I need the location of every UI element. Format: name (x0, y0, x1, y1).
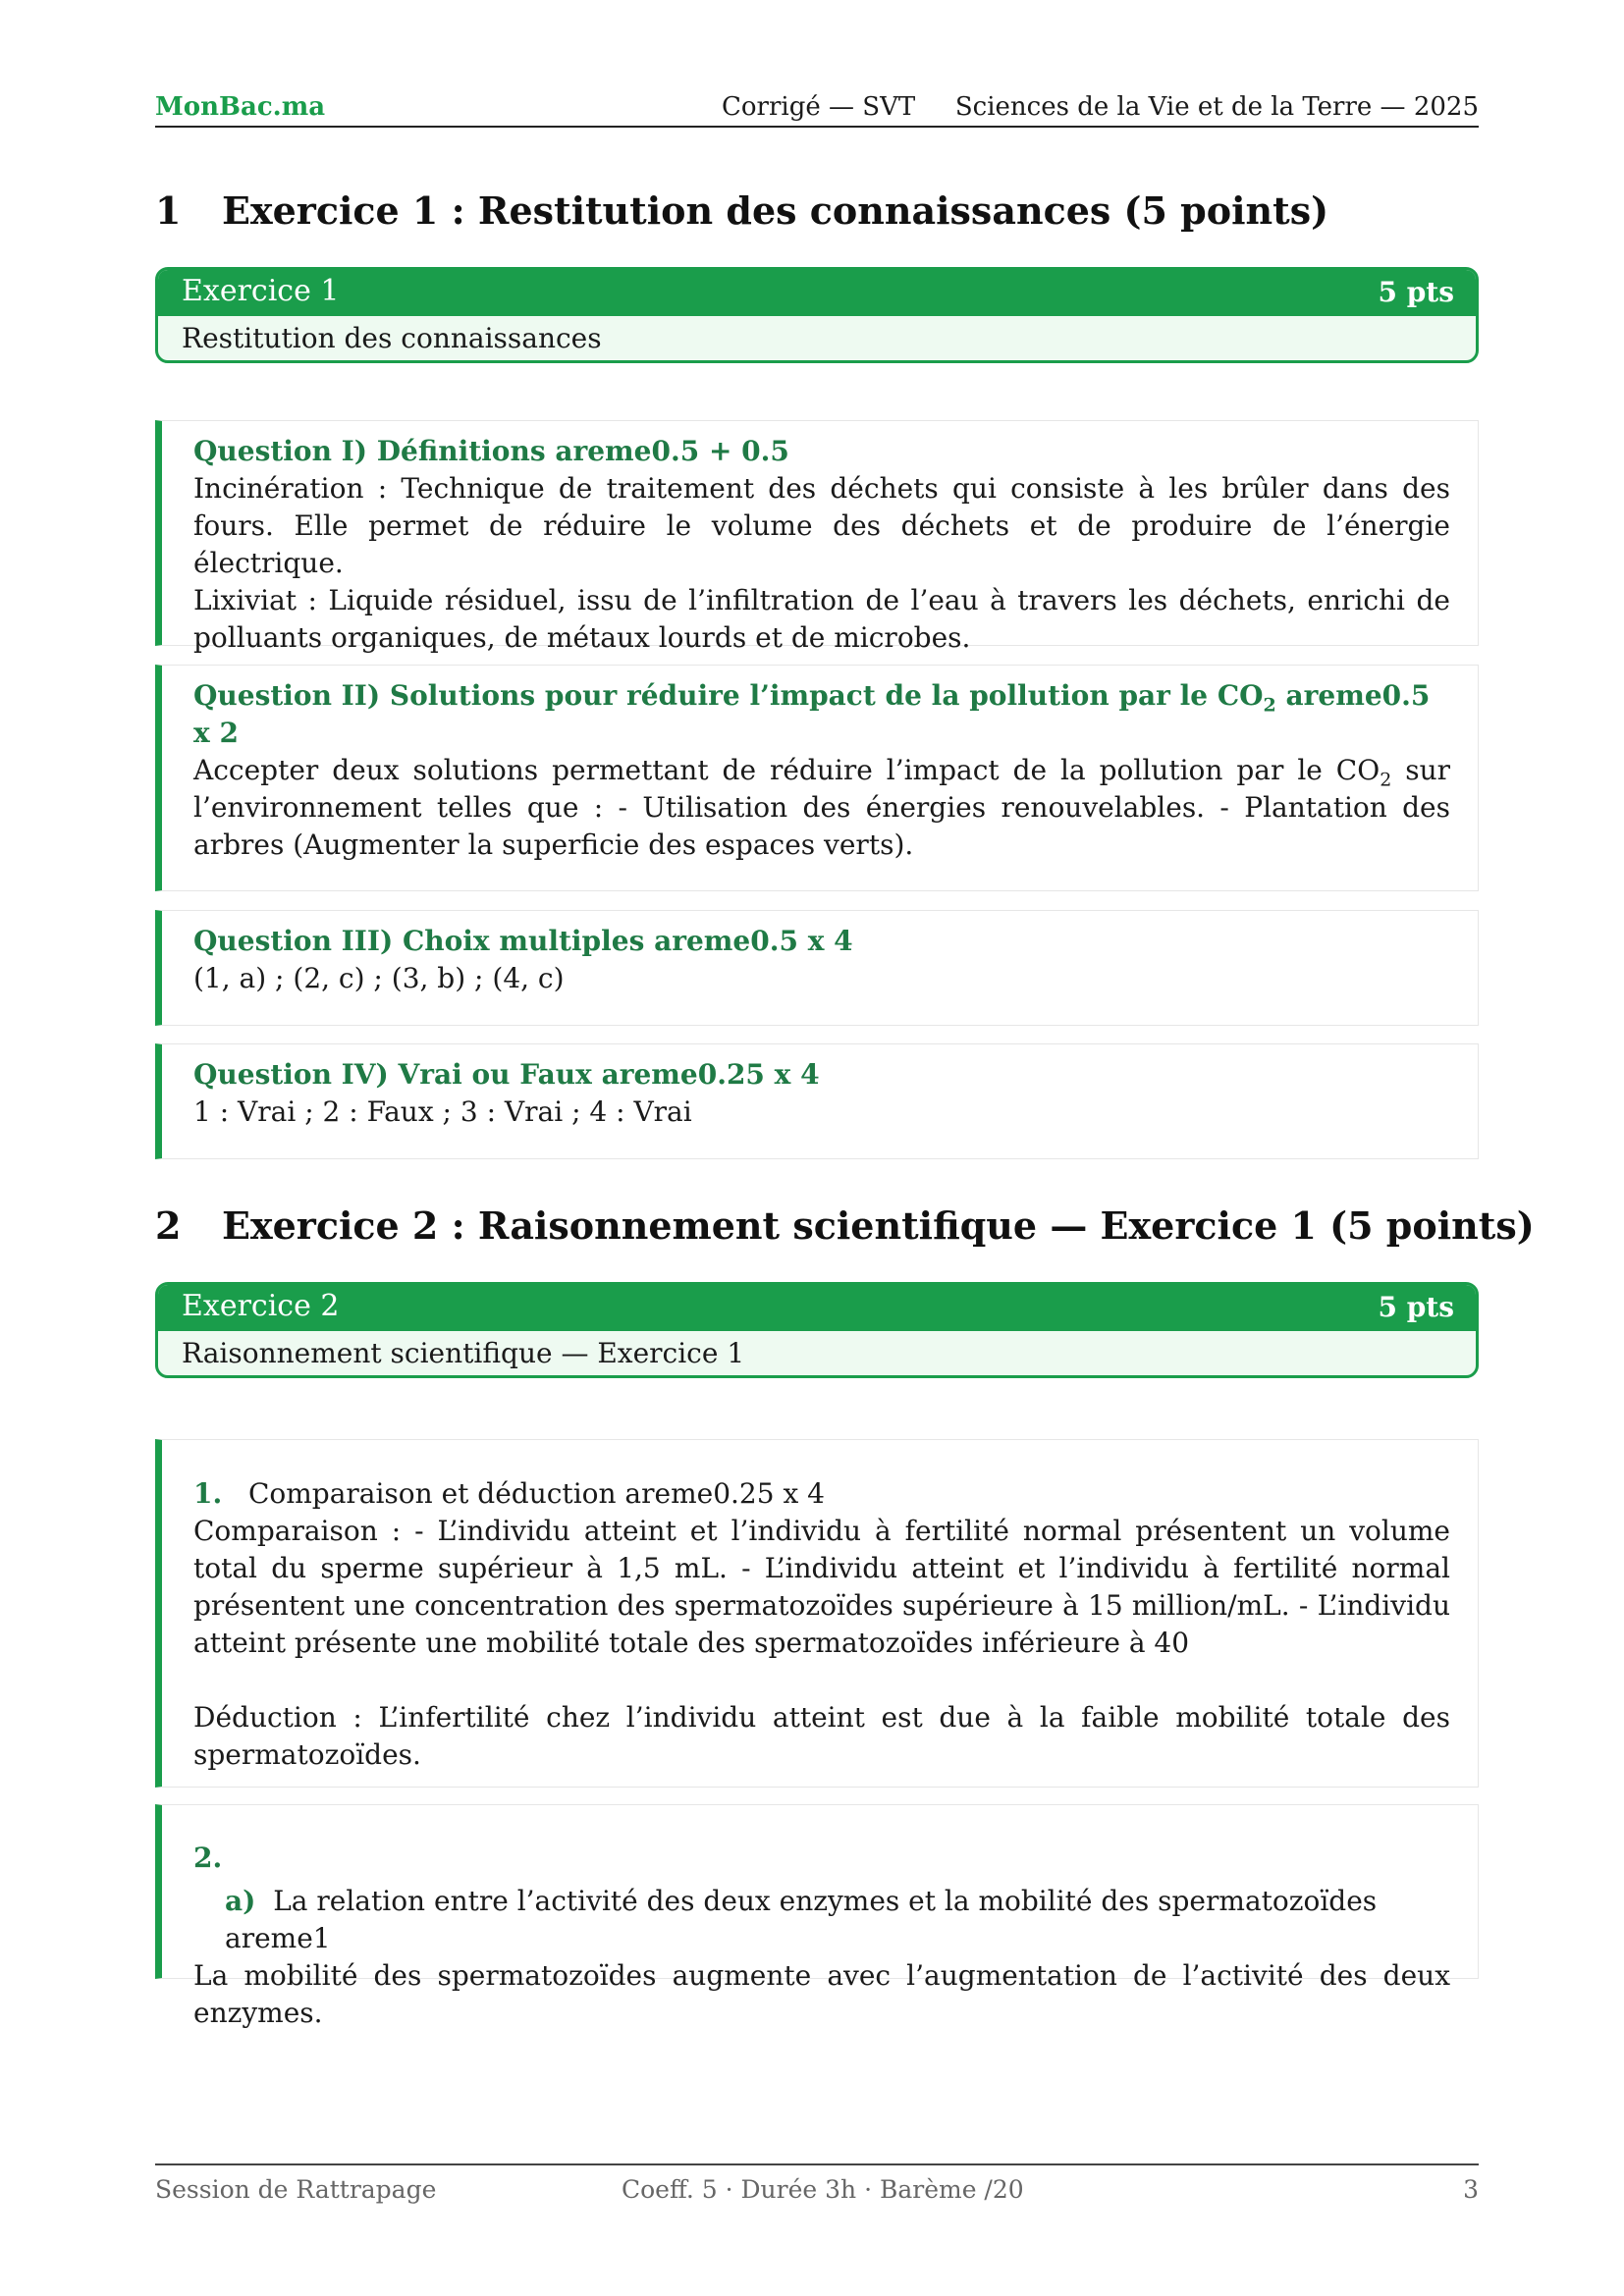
header-title: Sciences de la Vie et de la Terre — 2025 (954, 92, 1479, 122)
question-title (193, 677, 1450, 752)
exercise-box-header (158, 1285, 1476, 1331)
exercise-box-header (158, 270, 1476, 316)
question-number: 2. (193, 1842, 223, 1874)
section-number: 2 (155, 1203, 182, 1248)
question-title-part: Question II) Solutions pour réduire l’impact de la pollution par le CO (193, 679, 1264, 712)
question-4-box (155, 1043, 1479, 1159)
deduction-paragraph: Déduction : L’infertilité chez l’individu atteint est due à la faible mobilité totale des spermatozoïdes. (193, 1701, 1450, 1771)
question-2-2-box (155, 1804, 1479, 2029)
header-subject: Corrigé — SVT (722, 92, 916, 122)
page-footer (155, 2163, 1479, 2205)
answer-paragraph: 1 : Vrai ; 2 : Faux ; 3 : Vrai ; 4 : Vrai (193, 1095, 692, 1128)
exercise-2-box (155, 1282, 1479, 1378)
answer-paragraph: Lixiviat : Liquide résiduel, issu de l’infiltration de l’eau à travers les déchets, enrichi de polluants organiques, de métaux lourds et de microbes. (193, 584, 1450, 654)
question-2-box (155, 665, 1479, 891)
section-1-title (155, 188, 1328, 233)
exercise-points: 5 pts (1378, 1291, 1454, 1323)
question-3-box (155, 910, 1479, 1026)
question-title: Comparaison et déduction areme0.25 x 4 (247, 1477, 825, 1510)
answer-paragraph: (1, a) ; (2, c) ; (3, b) ; (4, c) (193, 962, 565, 994)
question-title-part: areme0.5 x 2 (193, 679, 1431, 749)
sub-question-title: La relation entre l’activité des deux enzymes et la mobilité des spermatozoïdes areme1 (225, 1885, 1378, 1954)
exercise-name: Exercice 2 (182, 1289, 340, 1323)
answer-text-part: sur l’environnement telles que : - Utilisation des énergies renouvelables. - Plantation des arbres (Augmenter la superficie des espaces verts). (193, 754, 1451, 861)
answer-paragraph (193, 752, 1450, 864)
question-heading (193, 1475, 1450, 1513)
answer-paragraph: Incinération : Technique de traitement des déchets qui consiste à les brûler dans des fours. Elle permet de réduire le volume des déchets et de produire de l’énergie électrique. (193, 472, 1450, 579)
answer-text-part: Accepter deux solutions permettant de réduire l’impact de la pollution par le CO (193, 754, 1380, 786)
section-title-text: Exercice 2 : Raisonnement scientifique — Exercice 1 (5 points) (222, 1203, 1535, 1248)
page-number: 3 (1463, 2175, 1479, 2204)
exercise-1-box (155, 267, 1479, 363)
question-2-1-box (155, 1439, 1479, 1788)
comparison-paragraph: Comparaison : - L’individu atteint et l’individu à fertilité normal présentent un volume total du sperme supérieur à 1,5 mL. - L’individu atteint et l’individu à fertilité normal présentent une concentration des spermatozoïdes supérieure à 15 million/mL. - L’individu atteint présente une mobilité totale des spermatozoïdes inférieure à 40 (193, 1515, 1450, 1659)
exercise-points: 5 pts (1378, 276, 1454, 308)
section-2-title (155, 1203, 1535, 1248)
question-1-box (155, 420, 1479, 654)
page-header (155, 90, 1479, 128)
brand-name[interactable]: MonBac.ma (155, 92, 326, 122)
subscript: 2 (1380, 769, 1392, 791)
footer-info: Coeff. 5 · Durée 3h · Barème /20 (622, 2175, 1024, 2204)
sub-question-heading (193, 1883, 1450, 1957)
question-number: 1. (193, 1477, 223, 1510)
section-number: 1 (155, 188, 182, 233)
answer-paragraph: La mobilité des spermatozoïdes augmente avec l’augmentation de l’activité des deux enzymes. (193, 1959, 1450, 2029)
footer-session: Session de Rattrapage (155, 2175, 437, 2204)
subscript: 2 (1263, 694, 1276, 717)
question-title: Question IV) Vrai ou Faux areme0.25 x 4 (193, 1058, 820, 1091)
question-title: Question III) Choix multiples areme0.5 x 4 (193, 925, 853, 957)
exercise-name: Exercice 1 (182, 274, 340, 308)
question-title: Question I) Définitions areme0.5 + 0.5 (193, 435, 789, 467)
sub-question-label: a) (225, 1885, 256, 1917)
exercise-subtitle: Restitution des connaissances (182, 322, 602, 354)
section-title-text: Exercice 1 : Restitution des connaissances (5 points) (222, 188, 1329, 233)
exercise-subtitle: Raisonnement scientifique — Exercice 1 (182, 1337, 745, 1369)
